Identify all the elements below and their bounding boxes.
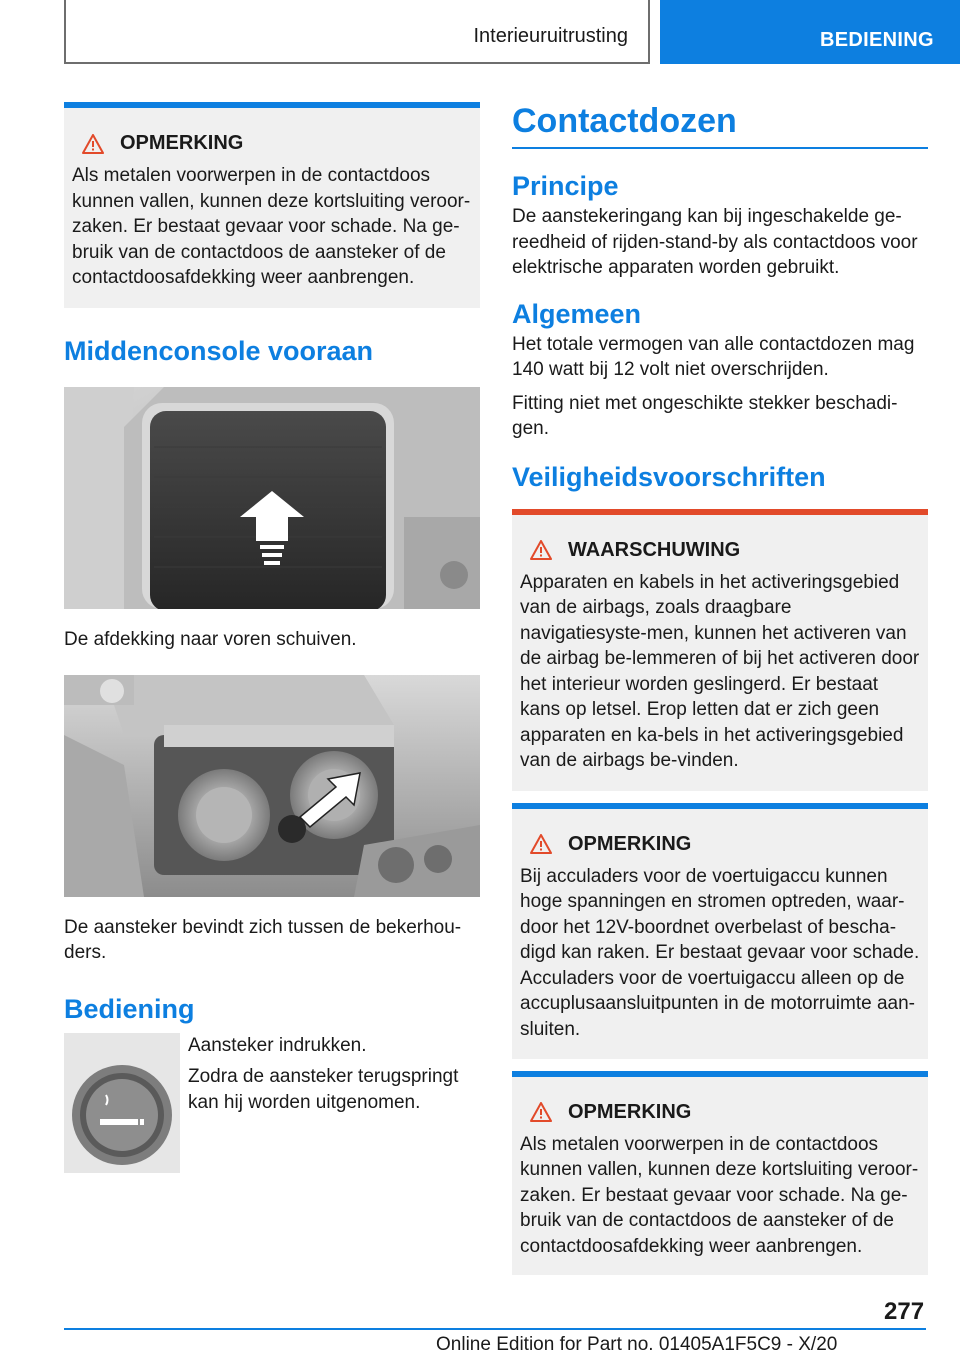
warning-triangle-icon <box>530 834 552 854</box>
footer-rule <box>64 1328 926 1330</box>
footer-edition: Online Edition for Part no. 01405A1F5C9 - X/20 <box>436 1334 838 1355</box>
lighter-location-photo <box>64 675 480 897</box>
notice-text: Bij acculaders voor de voertuigaccu kunnen hoge spanningen en stromen optreden, waar-door het 12V-boordnet overbelast of bescha-digd kan raken. Er bestaat gevaar voor schade. Acculaders voor de voertuigaccu alleen op de accuplusaansluitpunten in de motorruimte aan-sluiten. <box>520 865 920 1040</box>
warning-title: WAARSCHUWING <box>568 538 741 561</box>
warning-triangle-icon <box>530 540 552 560</box>
algemeen-text-2: Fitting niet met ongeschikte stekker beschadi-gen. <box>512 392 898 439</box>
header-chapter-label: BEDIENING <box>820 29 934 51</box>
notice-title: OPMERKING <box>568 1100 692 1123</box>
left-column <box>64 102 480 1173</box>
warning-text: Apparaten en kabels in het activeringsgebied van de airbags, zoals draagbare navigatiesyste-men, kunnen het activeren van de airbag be-lemmeren of bij het activeren door het interieur worden geslingerd. Er bestaat kans op letsel. Erop letten dat er zich geen apparaten en ka-bels in het activeringsgebied van de airbags be-vinden. <box>520 571 920 771</box>
console-cover-photo <box>64 387 480 609</box>
section-heading-algemeen: Algemeen <box>512 298 642 329</box>
notice-title: OPMERKING <box>120 132 244 154</box>
notice-box <box>64 102 480 308</box>
section-heading-principe: Principe <box>512 171 619 201</box>
header-chapter-tab[interactable] <box>660 0 960 64</box>
bediening-step2: Zodra de aansteker terugspringt kan hij worden uitgenomen. <box>188 1066 459 1113</box>
warning-box <box>512 509 928 791</box>
page-title: Contactdozen <box>512 102 737 140</box>
section-heading-bediening: Bediening <box>64 993 195 1024</box>
warning-triangle-icon <box>530 1102 552 1122</box>
caption-cover: De afdekking naar voren schuiven. <box>64 629 357 650</box>
notice-header <box>520 1101 920 1124</box>
warning-header <box>520 539 920 562</box>
notice-box-metal <box>512 1071 928 1275</box>
header-section-title: Interieuruitrusting <box>473 25 628 47</box>
lighter-button-image <box>64 1033 180 1173</box>
notice-header <box>520 833 920 856</box>
notice-box-charger <box>512 803 928 1059</box>
cigarette-icon <box>100 1119 138 1125</box>
section-heading-middenconsole: Middenconsole vooraan <box>64 336 374 366</box>
warning-triangle-icon <box>82 134 104 154</box>
bediening-block <box>64 1033 480 1173</box>
section-heading-veiligheid: Veiligheidsvoorschriften <box>512 461 826 492</box>
caption-lighter: De aansteker bevindt zich tussen de bekerhou-ders. <box>64 916 462 963</box>
notice-header <box>72 132 472 155</box>
bediening-step1: Aansteker indrukken. <box>188 1034 367 1056</box>
notice-text: Als metalen voorwerpen in de contactdoos kunnen vallen, kunnen deze kortsluiting veroor-zaken. Er bestaat gevaar voor schade. Na ge-bruik van de contactdoos de aansteker of de contactdoosafdekking weer aanbrengen. <box>520 1133 919 1257</box>
notice-text: Als metalen voorwerpen in de contactdoos kunnen vallen, kunnen deze kortsluiting veroor-zaken. Er bestaat gevaar voor schade. Na ge-bruik van de contactdoos de aansteker of de contactdoosafdekking weer aanbrengen. <box>72 165 471 288</box>
title-rule <box>512 147 928 149</box>
right-column <box>512 102 928 1275</box>
principe-text: De aanstekeringang kan bij ingeschakelde ge-reedheid of rijden-stand-by als contactdoos voor elektrische apparaten worden gebruikt. <box>512 206 918 278</box>
algemeen-text-1: Het totale vermogen van alle contactdozen mag 140 watt bij 12 volt niet overschrijden. <box>512 333 915 380</box>
page-number: 277 <box>884 1298 925 1325</box>
header-section-box <box>64 0 650 64</box>
notice-title: OPMERKING <box>568 832 692 855</box>
